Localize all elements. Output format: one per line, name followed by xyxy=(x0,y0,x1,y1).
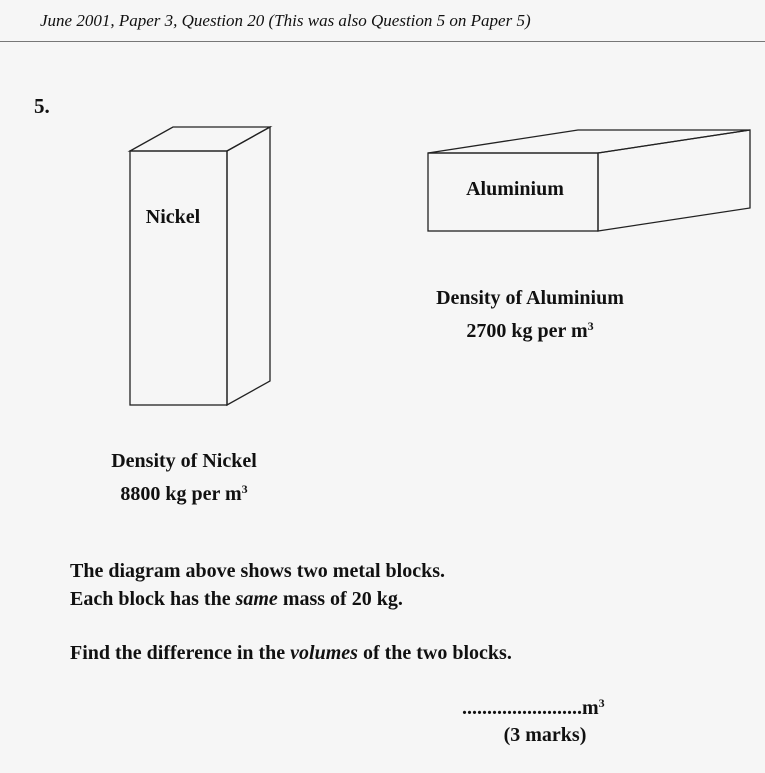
statement-line-2-pre: Each block has the xyxy=(70,588,236,610)
nickel-density-title: Density of Nickel xyxy=(111,450,257,472)
aluminium-density-value-line xyxy=(400,312,660,345)
statement-line-2-post: mass of 20 kg. xyxy=(277,588,403,610)
nickel-block-front-face xyxy=(130,151,227,405)
marks-label: (3 marks) xyxy=(503,724,587,746)
aluminium-block-label: Aluminium xyxy=(466,178,564,200)
task-line-pre: Find the difference in the xyxy=(70,642,291,664)
answer-unit-power: 3 xyxy=(598,696,605,710)
nickel-block-side-face xyxy=(227,127,270,405)
nickel-density xyxy=(54,447,314,508)
aluminium-density-power: 3 xyxy=(587,319,594,333)
question-number: 5. xyxy=(34,94,50,118)
aluminium-block-top-face xyxy=(428,130,750,153)
answer-line[interactable] xyxy=(462,696,605,720)
nickel-density-power: 3 xyxy=(241,482,248,496)
task-line-emphasis: volumes xyxy=(290,642,358,664)
aluminium-block-side-face xyxy=(598,130,750,231)
task-line-post: of the two blocks. xyxy=(357,642,512,664)
task-line xyxy=(70,642,512,665)
answer-blank: ........................m xyxy=(462,697,599,719)
aluminium-density-value: 2700 kg per m xyxy=(466,320,588,342)
nickel-density-value: 8800 kg per m xyxy=(120,483,242,505)
aluminium-density-title: Density of Aluminium xyxy=(436,287,624,309)
statement-line-1: The diagram above shows two metal blocks. xyxy=(70,560,446,582)
source-header: June 2001, Paper 3, Question 20 (This was also Question 5 on Paper 5) xyxy=(40,11,531,30)
nickel-block-label: Nickel xyxy=(145,206,201,228)
statement-line-2-emphasis: same xyxy=(235,588,278,610)
nickel-density-value-line xyxy=(54,475,314,508)
nickel-block xyxy=(130,127,270,405)
aluminium-density xyxy=(400,284,660,345)
statement-line-2 xyxy=(70,588,403,611)
